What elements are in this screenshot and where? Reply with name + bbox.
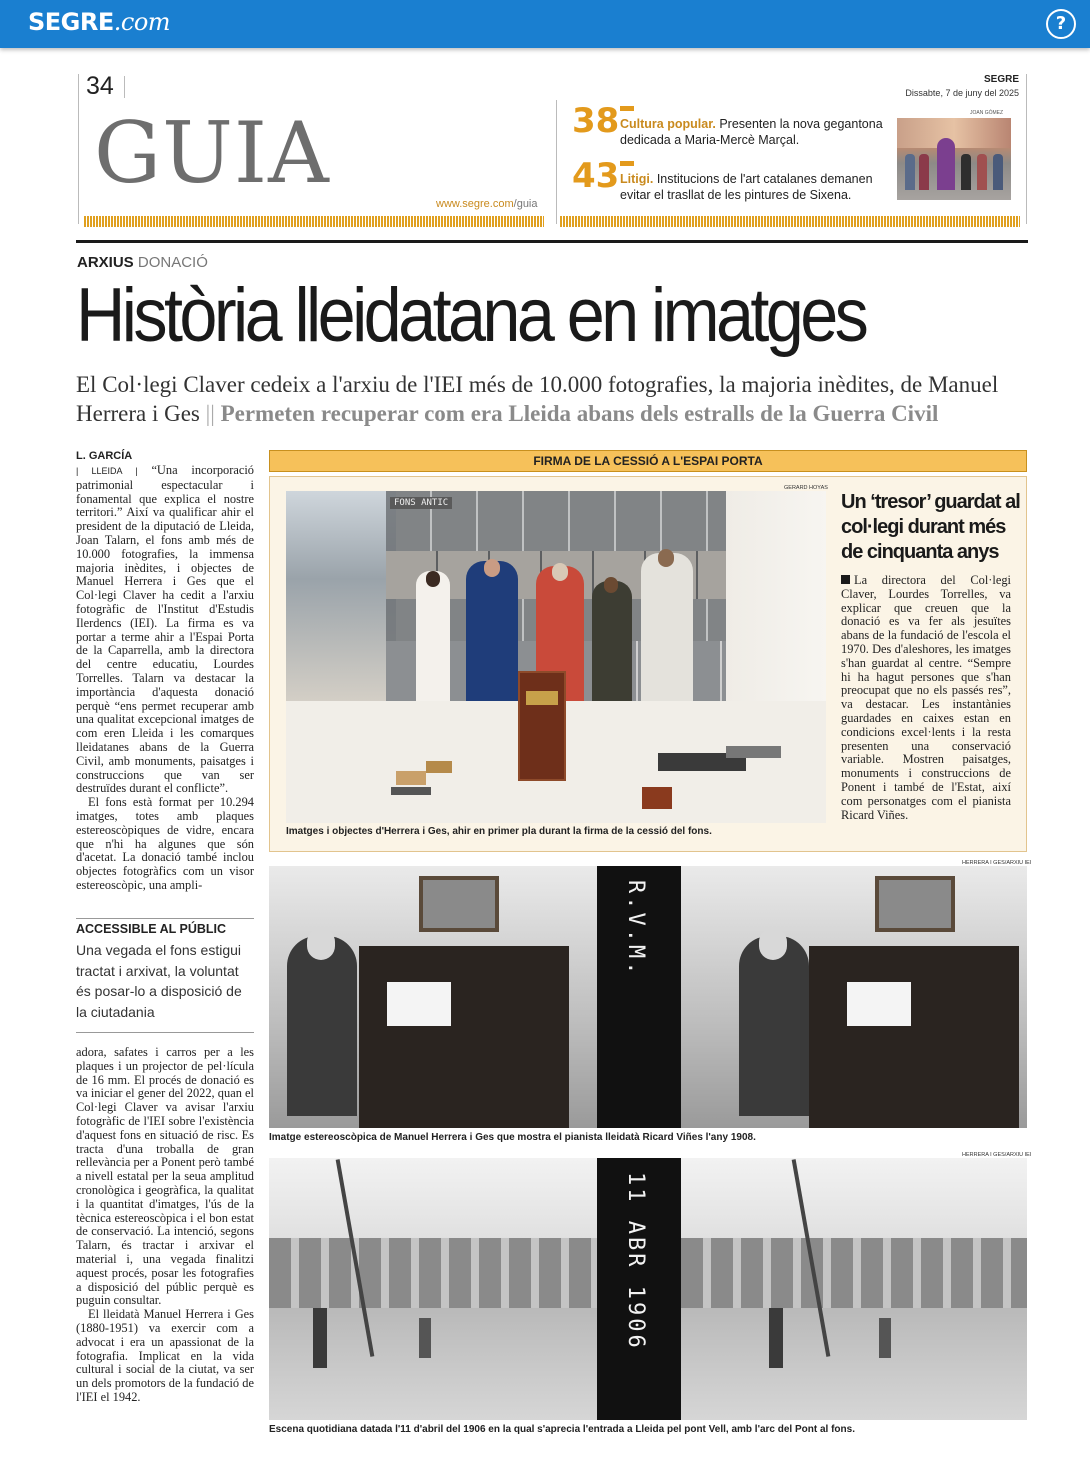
header-left-rule [78, 74, 79, 224]
teaser-marker [620, 106, 634, 111]
byline: L. GARCÍA [76, 450, 133, 462]
header-vertical-separator [556, 100, 557, 224]
section-url-path: /guia [513, 198, 538, 210]
logo-suffix: .com [113, 8, 171, 36]
photo-credit: HERRERA I GES/ARXIU IEI [962, 1152, 1032, 1158]
page-number-divider [124, 76, 125, 98]
teaser-description: Institucions de l'art catalanes demanen evitar el trasllat de les pintures de Sixena. [620, 172, 873, 202]
body-text: “Una incorporació patrimonial espectacular i fonamental que explica el nostre territori.” Així va qualificar ahir el president de la diputació de Lleida, Joan Talarn, el fons amb més de 10.000 fotografies, la immensa majoria inèdites, i objectes de Manuel Herrera i Ges que el Col·legi Claver ha cedit a l'arxiu fotogràfic de l'Institut d'Estudis Ilerdencs (IEI). La firma es va portar a terme ahir a l'Espai Porta de la Caparrella, amb la directora del centre educatiu, Lourdes Torrelles. Talarn va destacar la importància d'aquesta donació perquè “ens permet recuperar amb una qualitat excepcional imatges de com eren Lleida i les comarques lleidatanes abans de la Guerra Civil, amb monuments, paisatges i construccions que van ser destruïdes durant el conflicte”. [76, 463, 254, 796]
app-top-bar [0, 0, 1090, 48]
pull-quote-rule [76, 1032, 254, 1033]
photo-credit: HERRERA I GES/ARXIU IEI [962, 860, 1032, 866]
body-paragraph: El fons està format per 10.294 imatges, totes amb plaques estereoscòpiques de vidre, encara que n'hi ha algunes que són d'acetat. La donació també inclou objectes fotogràfics com un visor estereoscòpic, una ampli- [76, 795, 254, 892]
headline-rule [76, 240, 1028, 243]
section-title: GUIA [94, 104, 330, 202]
sidebar-body: La directora del Col·legi Claver, Lourdes Torrelles, va explicar que creuen que la donació es va fer als jesuïtes abans de la fundació de l'escola el 1970. Des d'aleshores, les imatges s'han guardat al centre. “Sempre hi ha hagut persones que s'han preocupat que no els passés res”, va destacar. Les instantànies guardades en caixes estan en condicions excel·lents i la resta presenten una conservació variable. Mostren paisatges, monuments i construccions de Ponent i també de l'Estat, així com personatges com el pianista Ricard Viñes. [841, 573, 1011, 822]
signing-photo[interactable] [286, 491, 826, 823]
teaser-marker [620, 161, 634, 166]
plate-label-text: R.V.M. [623, 880, 648, 978]
photo-caption: Imatges i objectes d'Herrera i Ges, ahir en primer pla durant la firma de la cessió del fons. [286, 826, 712, 837]
teaser-keyword: Cultura popular. [620, 117, 716, 131]
stereoscopic-piano-photo[interactable] [269, 866, 1027, 1128]
body-column-top [76, 464, 254, 893]
teaser-page-number: 43 [572, 156, 620, 196]
photo-caption: Escena quotidiana datada l'11 d'abril del 1906 en la qual s'aprecia l'entrada a Lleida pel pont Vell, amb l'arc del Pont al fons. [269, 1424, 855, 1435]
teaser-photo-credit: JOAN GÓMEZ [970, 110, 1004, 116]
subhead-separator: || [205, 401, 215, 426]
sidebar-title: Un ‘tresor’ guardat al col·legi durant més de cinquanta anys [841, 491, 1020, 563]
article-headline: Història lleidatana en imatges [76, 273, 866, 358]
teaser-text [620, 116, 890, 148]
feature-title-bar: FIRMA DE LA CESSIÓ A L'ESPAI PORTA [269, 450, 1027, 472]
pull-quote-text: Una vegada el fons estigui tractat i arxivat, la voluntat és posar-lo a disposició de la ciutadania [76, 942, 242, 1020]
pull-quote-rule [76, 918, 254, 919]
header-stripe-left [84, 216, 544, 227]
help-icon[interactable]: ? [1046, 9, 1076, 39]
section-url[interactable] [436, 198, 538, 210]
article-subhead [76, 370, 1036, 428]
kicker-topic: DONACIÓ [137, 254, 208, 271]
body-paragraph: adora, safates i carros per a les plaques i un projector de pel·lícula de 16 mm. El procés de donació es va iniciar el gener del 2022, quan el Col·legi Claver va avisar l'arxiu fotogràfic de l'IEI sobre l'existència d'aquest fons en situació de risc. Es tracta d'una troballa de gran rellevància per a Ponent però també a nivell estatal per la seua amplitud cronològica i geogràfica, la qualitat i la quantitat d'imatges, l'ús de la tècnica estereoscòpica i el bon estat de conservació. La intenció, segons Talarn, és tractar i arxivar el material i, una vegada finalitzi aquest procés, posar les fotografies a disposició del públic perquè es puguin consultar. [76, 1045, 254, 1308]
segre-logo[interactable] [28, 8, 170, 36]
paper-date: Dissabte, 7 de juny del 2025 [905, 88, 1019, 98]
teaser-description: Presenten la nova gegantona dedicada a Maria-Mercè Marçal. [620, 117, 883, 147]
body-paragraph: El lleidatà Manuel Herrera i Ges (1880-1951) va exercir com a advocat i era un apassionat de la fotografia. Implicat en la vida cultural i social de la ciutat, va ser un dels promotors de la fundació de l'IEI el 1942. [76, 1307, 254, 1404]
teaser-keyword: Litigi. [620, 172, 654, 186]
teaser-page-number: 38 [572, 101, 620, 141]
sidebar-text [841, 574, 1011, 822]
teaser-item[interactable] [572, 101, 892, 154]
body-column-bottom [76, 1046, 254, 1405]
article-kicker [77, 254, 208, 271]
header-stripe-right [560, 216, 1020, 227]
subhead-secondary: Permeten recuperar com era Lleida abans dels estralls de la Guerra Civil [220, 401, 939, 426]
plate-label-text: 11 ABR 1906 [623, 1172, 648, 1351]
teaser-photo[interactable] [897, 118, 1011, 200]
teaser-text [620, 171, 890, 203]
photo-caption: Imatge estereoscòpica de Manuel Herrera i Ges que mostra el pianista lleidatà Ricard Viñes l'any 1908. [269, 1132, 756, 1143]
photo-credit: GERARD HOYAS [784, 485, 828, 491]
dateline-place: | LLEIDA | [76, 466, 138, 476]
stereoscopic-street-photo[interactable] [269, 1158, 1027, 1420]
teaser-item[interactable] [572, 156, 892, 209]
pull-quote-title: ACCESSIBLE AL PÚBLIC [76, 922, 227, 936]
logo-main: SEGRE [28, 8, 114, 36]
subhead-main: El Col·legi Claver cedeix a l'arxiu de l'IEI més de 10.000 fotografies, la majoria inèdites, de Manuel Herrera i Ges [76, 372, 999, 426]
body-paragraph [76, 464, 254, 796]
bullet-square-icon [841, 575, 850, 584]
fons-antic-sign: FONS ANTIC [390, 497, 452, 509]
page-number: 34 [86, 72, 114, 100]
header-right-rule [1026, 74, 1027, 224]
kicker-section: ARXIUS [77, 254, 134, 271]
section-url-domain: www.segre.com [436, 198, 514, 210]
paper-name: SEGRE [983, 74, 1019, 85]
